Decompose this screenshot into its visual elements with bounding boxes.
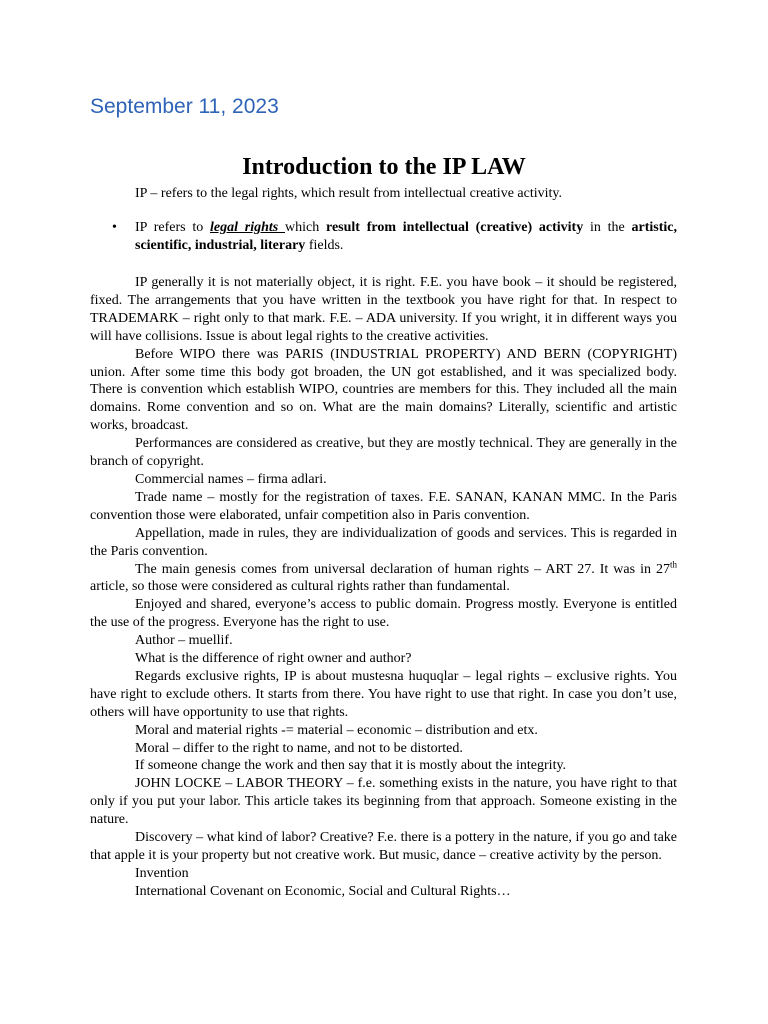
intro-line: IP – refers to the legal rights, which result from intellectual creative activity.: [135, 186, 562, 201]
body-paragraph: If someone change the work and then say that it is mostly about the integrity.: [135, 758, 567, 774]
document-date: September 11, 2023: [90, 95, 279, 118]
bullet-text: which: [285, 220, 326, 235]
superscript: th: [669, 558, 677, 569]
bullet-bold-text: result from intellectual (creative) activity: [325, 220, 584, 235]
body-paragraph: Moral and material rights -= material – economic – distribution and etx.: [135, 722, 538, 738]
body-paragraph: Moral – differ to the right to name, and not to be distorted.: [135, 740, 463, 756]
body-paragraph: Invention: [135, 865, 189, 881]
body-paragraph: What is the difference of right owner and author?: [135, 651, 412, 667]
bullet-text: fields.: [305, 238, 344, 253]
legal-rights-emphasis: legal rights: [210, 220, 285, 235]
body-paragraph: JOHN LOCKE – LABOR THEORY – f.e. something exists in the nature, you have right to that only if you put your labor. This article takes its beginning from that approach. Someone existing in the nature.: [90, 776, 677, 828]
body-paragraph: IP generally it is not materially object, it is right. F.E. you have book – it should be registered, fixed. The arrangements that you have written in the textbook you have right for that. In respect to TRADEMARK – right only to that mark. F.E. – ADA university. If you wright, it in different ways you will have collisions. Issue is about legal rights to the creative activities.: [90, 275, 677, 344]
bullet-icon: •: [112, 220, 117, 235]
body-paragraph: Enjoyed and shared, everyone’s access to public domain. Progress mostly. Everyone is entitled the use of the progress. Everyone has the right to use.: [90, 597, 677, 631]
document-title: Introduction to the IP LAW: [242, 154, 526, 180]
body-paragraph: Discovery – what kind of labor? Creative? F.e. there is a pottery in the nature, if you go and take that apple it is your property but not creative work. But music, dance – creative activity by the person.: [90, 830, 677, 863]
body-paragraph: Commercial names – firma adlari.: [135, 471, 327, 487]
bullet-bold-text: artistic, scientific, industrial, literary: [135, 220, 677, 253]
bullet-text: IP refers to: [135, 220, 210, 235]
bullet-paragraph: [135, 219, 677, 255]
body-paragraph: Author – muellif.: [135, 633, 233, 649]
body-text: [90, 274, 677, 901]
genesis-text: The main genesis comes from universal declaration of human rights – ART 27. It was in 27: [135, 561, 670, 577]
genesis-text: article, so those were considered as cultural rights rather than fundamental.: [90, 579, 510, 595]
body-paragraph: International Covenant on Economic, Social and Cultural Rights…: [135, 883, 511, 899]
body-paragraph: Trade name – mostly for the registration of taxes. F.E. SANAN, KANAN MMC. In the Paris convention those were elaborated, unfair competition also in Paris convention.: [90, 489, 677, 523]
body-paragraph-genesis: [90, 558, 677, 597]
bullet-text: in the: [583, 220, 632, 235]
body-paragraph: Performances are considered as creative, but they are mostly technical. They are generally in the branch of copyright.: [90, 436, 677, 470]
body-paragraph: Before WIPO there was PARIS (INDUSTRIAL PROPERTY) AND BERN (COPYRIGHT) union. After some time this body got broaden, the UN got established, and it was specialized body. There is convention which establish WIPO, countries are members for this. They included all the main domains. Rome convention and so on. What are the main domains? Literally, scientific and artistic works, broadcast.: [90, 346, 677, 434]
body-paragraph: Regards exclusive rights, IP is about mustesna huquqlar – legal rights – exclusive rights. You have right to exclude others. It starts from there. You have right to use that right. In case you don’t use, others will have opportunity to use that rights.: [90, 668, 677, 720]
body-paragraph: Appellation, made in rules, they are individualization of goods and services. This is regarded in the Paris convention.: [90, 525, 677, 559]
